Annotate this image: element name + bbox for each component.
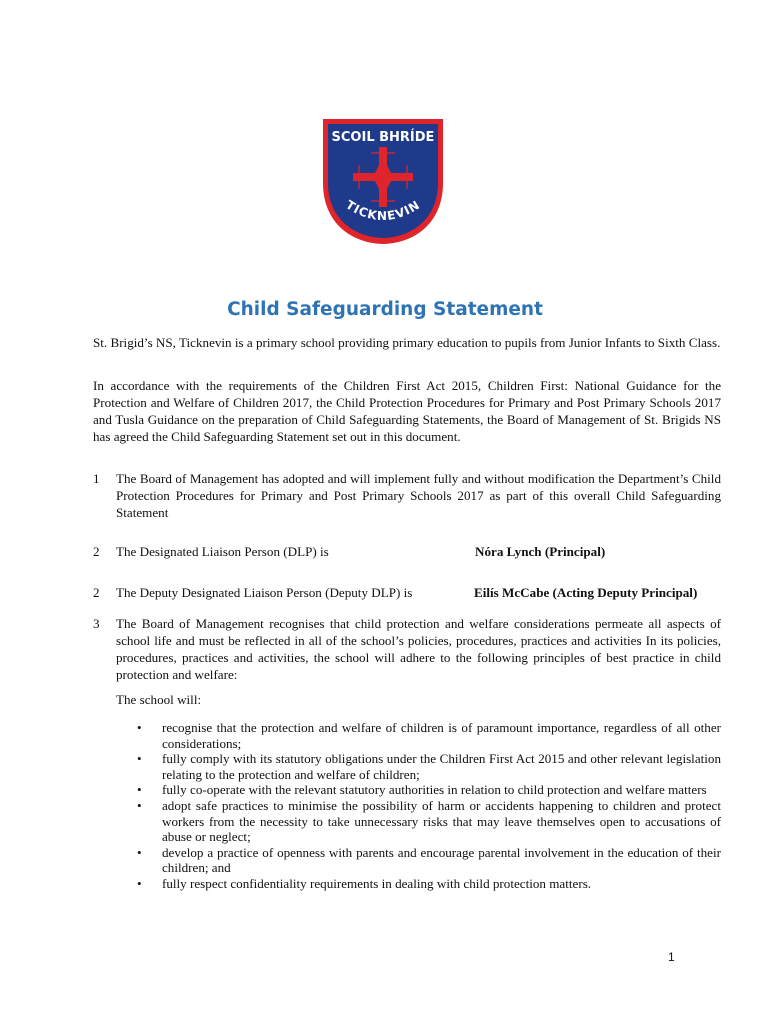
item-number: 1: [93, 471, 100, 486]
page-number: 1: [668, 950, 675, 964]
deputy-dlp-name: Eilís McCabe (Acting Deputy Principal): [474, 585, 698, 600]
item-number: 3: [93, 616, 100, 631]
logo-text-bottom: TICKNEVIN: [343, 197, 423, 224]
deputy-dlp-label: The Deputy Designated Liaison Person (Deputy DLP) is: [116, 585, 413, 600]
bullet-icon: •: [137, 751, 142, 767]
dlp-label: The Designated Liaison Person (DLP) is: [116, 544, 329, 559]
list-item: • recognise that the protection and welfare of children is of paramount importance, regardless of all other considerations;: [137, 720, 721, 751]
item-number: 2: [93, 585, 100, 600]
list-item: • fully respect confidentiality requirements in dealing with child protection matters.: [137, 875, 592, 891]
intro-paragraph: St. Brigid’s NS, Ticknevin is a primary school providing primary education to pupils from Junior Infants to Sixth Class.: [93, 335, 721, 350]
list-item: • fully co-operate with the relevant statutory authorities in relation to child protection and welfare matters: [137, 782, 707, 798]
item-number: 2: [93, 544, 100, 559]
principles-list: [116, 720, 721, 892]
bullet-icon: •: [137, 875, 142, 891]
logo-text-top: SCOIL BHRÍDE: [331, 130, 435, 145]
intro-paragraph: In accordance with the requirements of the Children First Act 2015, Children First: National Guidance for the Protection and Welfare of Children 2017, the Child Protection Procedures for Primary and Post Primary Schools 2017 and Tusla Guidance on the preparation of Child Safeguarding Statements, the Board of Management of St. Brigids NS has agreed the Child Safeguarding Statement set out in this document.: [93, 378, 721, 444]
list-item: • adopt safe practices to minimise the possibility of harm or accidents happening to children and protect workers from the necessity to take unnecessary risks that may leave themselves open to accusations of abuse or neglect;: [137, 797, 721, 845]
school-will-heading: The school will:: [116, 692, 202, 707]
list-item: • develop a practice of openness with parents and encourage parental involvement in the education of their children; and: [137, 844, 721, 876]
item-text: The Board of Management recognises that child protection and welfare considerations permeate all aspects of school life and must be reflected in all of the school’s policies, procedures, practices and activities In its policies, procedures, practices and activities, the school will adhere to the following principles of best practice in child protection and welfare:: [116, 616, 721, 682]
bullet-icon: •: [137, 844, 142, 860]
dlp-name: Nóra Lynch (Principal): [475, 544, 606, 559]
list-item: • fully comply with its statutory obligations under the Children First Act 2015 and other relevant legislation relating to the protection and welfare of children;: [137, 751, 721, 782]
bullet-icon: •: [137, 797, 142, 813]
bullet-icon: •: [137, 782, 142, 798]
bullet-icon: •: [137, 720, 142, 735]
school-crest-logo: [321, 117, 445, 245]
item-text: The Board of Management has adopted and will implement fully and without modification the Department’s Child Protection Procedures for Primary and Post Primary Schools 2017 as part of this overall Child Safeguarding Statement: [116, 471, 721, 520]
document-title: Child Safeguarding Statement: [227, 299, 543, 320]
